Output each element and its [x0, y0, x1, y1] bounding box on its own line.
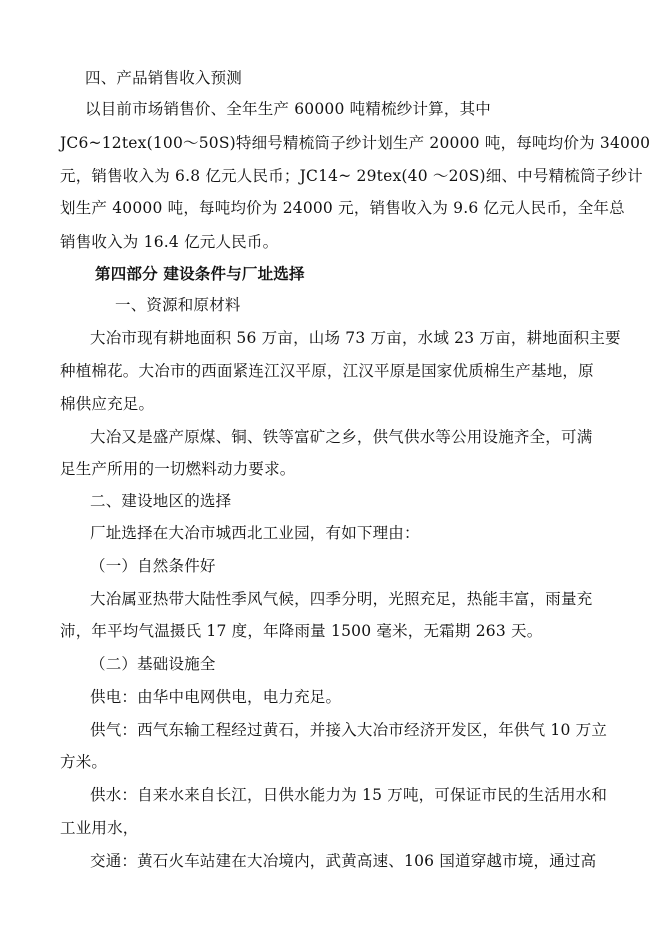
paragraph-line: 方米。	[60, 753, 108, 771]
paragraph-line: 种植棉花。大冶市的西面紧连江汉平原，江汉平原是国家优质棉生产基地，原	[60, 362, 594, 380]
section-heading-location: 二、建设地区的选择	[90, 492, 232, 510]
paragraph-line: 工业用水，	[60, 819, 139, 837]
paragraph-line: 大冶市现有耕地面积 56 万亩，山场 73 万亩，水域 23 万亩，耕地面积主要	[90, 329, 621, 347]
paragraph-line: 大冶又是盛产原煤、铜、铁等富矿之乡，供气供水等公用设施齐全，可满	[90, 428, 593, 446]
paragraph-line: 大冶属亚热带大陆性季风气候，四季分明，光照充足，热能丰富，雨量充	[90, 590, 593, 608]
section-heading-resources: 一、资源和原材料	[115, 296, 241, 314]
subsection-heading-infrastructure: （二）基础设施全	[90, 655, 216, 673]
paragraph-line: 交通：黄石火车站建在大冶境内，武黄高速、106 国道穿越市境，通过高	[90, 852, 597, 870]
paragraph-line: 划生产 40000 吨，每吨均价为 24000 元，销售收入为 9.6 亿元人民币，全年总	[60, 199, 625, 217]
paragraph-line: JC6~12tex(100～50S)特细号精梳筒子纱计划生产 20000 吨，每吨均价为 34000	[60, 134, 651, 152]
paragraph-line: 足生产所用的一切燃料动力要求。	[60, 460, 296, 478]
subsection-heading-natural-conditions: （一）自然条件好	[90, 557, 216, 575]
section-heading-sales-forecast: 四、产品销售收入预测	[85, 69, 243, 87]
paragraph-line: 以目前市场销售价、全年生产 60000 吨精梳纱计算，其中	[85, 100, 491, 118]
paragraph-line: 供气：西气东输工程经过黄石，并接入大冶市经济开发区，年供气 10 万立	[90, 721, 608, 739]
paragraph-line: 沛，年平均气温摄氏 17 度，年降雨量 1500 毫米，无霜期 263 天。	[60, 622, 543, 640]
paragraph-line: 销售收入为 16.4 亿元人民币。	[60, 233, 279, 251]
paragraph-line: 供电：由华中电网供电，电力充足。	[90, 688, 342, 706]
paragraph-line: 棉供应充足。	[60, 395, 155, 413]
part-heading-construction-conditions: 第四部分 建设条件与厂址选择	[95, 264, 305, 283]
paragraph-line: 厂址选择在大冶市城西北工业园，有如下理由：	[90, 524, 420, 542]
paragraph-line: 元，销售收入为 6.8 亿元人民币；JC14~ 29tex(40 ～20S)细、中号精梳筒子纱计	[60, 167, 643, 185]
paragraph-line: 供水：自来水来自长江，日供水能力为 15 万吨，可保证市民的生活用水和	[90, 786, 608, 804]
